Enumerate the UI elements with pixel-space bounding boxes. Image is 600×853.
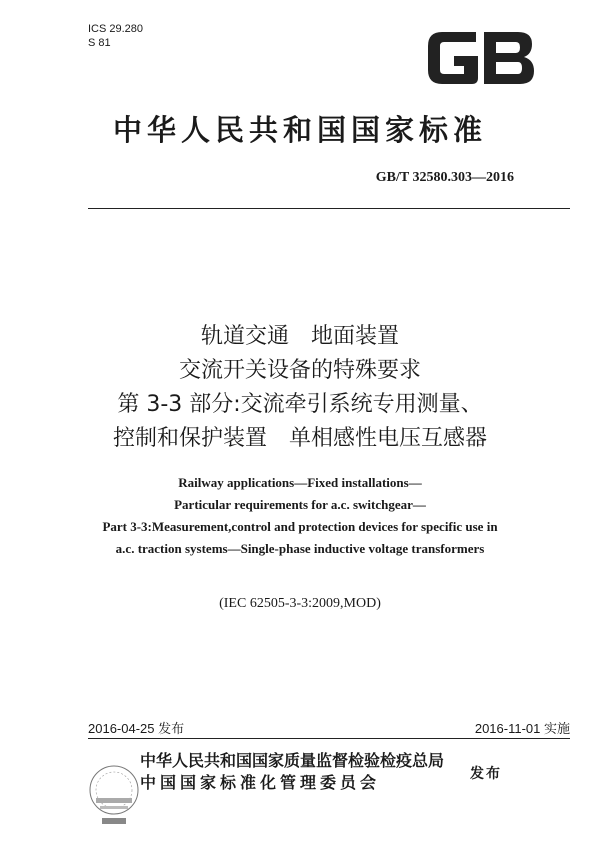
gb-logo (420, 22, 540, 94)
gb-logo-icon (420, 22, 540, 94)
ics-code: ICS 29.280 (88, 23, 144, 35)
anti-counterfeit-seal (86, 760, 142, 832)
english-title (0, 472, 600, 560)
release-label: 发布 (470, 766, 502, 782)
cn-title-line-1: 轨道交通 地面装置 (200, 324, 399, 349)
en-title-line-4: a.c. traction systems—Single-phase inductive voltage transformers (115, 541, 485, 556)
issuing-authorities (140, 750, 444, 794)
top-divider (88, 208, 570, 209)
bottom-divider (88, 738, 570, 739)
iec-reference: (IEC 62505-3-3:2009,MOD) (219, 596, 381, 611)
standard-number: GB/T 32580.303—2016 (375, 170, 514, 185)
cn-title-line-2: 交流开关设备的特殊要求 (178, 358, 421, 383)
effective-date: 2016-11-01 实施 (474, 721, 570, 736)
ccs-code: S 81 (88, 37, 111, 49)
cn-title-line-4: 控制和保护装置 单相感性电压互感器 (112, 426, 487, 451)
classification-codes (88, 22, 143, 50)
cn-title-line-3: 第 3-3 部分:交流牵引系统专用测量、 (117, 392, 483, 417)
chinese-title (0, 320, 600, 456)
seal-icon (86, 760, 142, 832)
standard-series-title: 中华人民共和国国家标准 (112, 113, 487, 147)
issue-date: 2016-04-25 发布 (88, 721, 185, 736)
en-title-line-1: Railway applications—Fixed installations— (178, 475, 422, 490)
en-title-line-2: Particular requirements for a.c. switchgear— (174, 497, 426, 512)
en-title-line-3: Part 3-3:Measurement,control and protection devices for specific use in (102, 519, 498, 534)
issuer-aqsiq: 中华人民共和国国家质量监督检验检疫总局 (140, 751, 445, 770)
issuer-sac: 中国国家标准化管理委员会 (140, 773, 381, 792)
